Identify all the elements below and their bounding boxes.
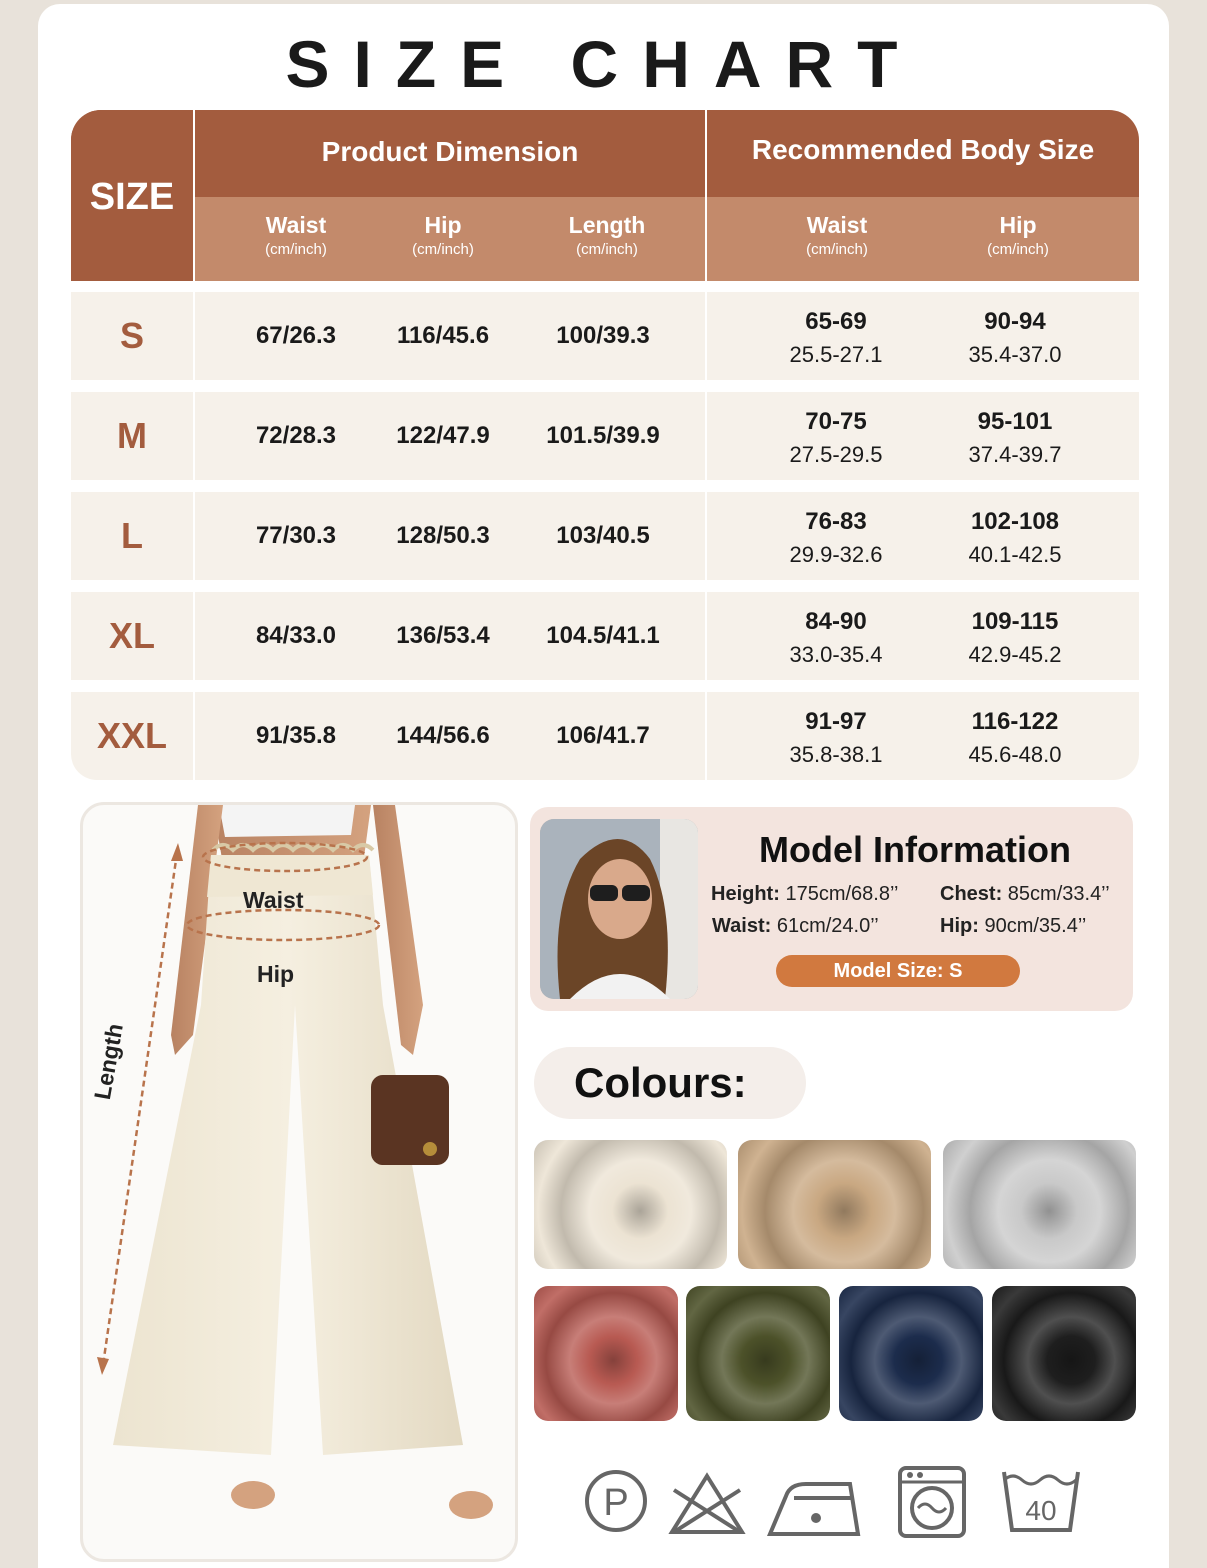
no-bleach-icon [666, 1470, 748, 1541]
page-title: SIZE CHART [285, 27, 922, 101]
row-product-hip: 116/45.6 [396, 322, 490, 349]
product-waist-header: Waist (cm/inch) [265, 212, 327, 258]
row-product-waist: 72/28.3 [255, 422, 337, 449]
hip-label: Hip [257, 961, 295, 987]
colour-swatch[interactable] [738, 1140, 931, 1269]
row-product-length: 100/39.3 [556, 322, 650, 349]
row-body-hip: 90-94 35.4-37.0 [968, 308, 1062, 367]
iron-low-icon [766, 1476, 864, 1543]
model-information-panel [530, 807, 1133, 1011]
table-row [71, 492, 1139, 580]
size-column-header: SIZE [89, 176, 175, 218]
row-body-waist: 91-97 35.8-38.1 [789, 708, 883, 767]
row-product-length: 106/41.7 [556, 722, 650, 749]
row-product-length: 101.5/39.9 [546, 422, 660, 449]
pants-diagram [80, 802, 518, 1562]
row-size: L [121, 515, 143, 556]
colour-swatch[interactable] [534, 1140, 727, 1269]
row-product-waist: 77/30.3 [255, 522, 337, 549]
colours-heading: Colours: [534, 1047, 806, 1119]
row-body-hip: 95-101 37.4-39.7 [968, 408, 1062, 467]
row-body-waist: 70-75 27.5-29.5 [789, 408, 883, 467]
product-hip-header: Hip (cm/inch) [412, 212, 474, 258]
product-dimension-header: Product Dimension [321, 136, 579, 167]
table-row [71, 392, 1139, 480]
row-body-hip: 116-122 45.6-48.0 [968, 708, 1062, 767]
product-length-header: Length (cm/inch) [568, 212, 646, 258]
table-row [71, 292, 1139, 380]
model-hip: Hip: 90cm/35.4’’ [940, 915, 1087, 937]
length-label: Length [89, 1021, 128, 1102]
model-photo [540, 819, 698, 999]
row-product-hip: 136/53.4 [396, 622, 490, 649]
row-product-waist: 91/35.8 [255, 722, 337, 749]
model-chest: Chest: 85cm/33.4’’ [940, 883, 1110, 905]
row-size: S [119, 315, 144, 356]
dry-clean-p-icon [583, 1468, 649, 1539]
colour-swatch[interactable] [992, 1286, 1136, 1421]
row-body-waist: 84-90 33.0-35.4 [789, 608, 883, 667]
colour-swatch[interactable] [839, 1286, 983, 1421]
colour-swatch[interactable] [943, 1140, 1136, 1269]
row-size: XXL [96, 715, 167, 756]
table-row [71, 592, 1139, 680]
svg-text:P: P [603, 1482, 629, 1524]
colour-swatch[interactable] [686, 1286, 830, 1421]
row-body-waist: 65-69 25.5-27.1 [789, 308, 883, 367]
machine-wash-icon [896, 1464, 968, 1545]
row-body-hip: 109-115 42.9-45.2 [968, 608, 1062, 667]
row-product-hip: 122/47.9 [396, 422, 490, 449]
row-body-hip: 102-108 40.1-42.5 [968, 508, 1062, 567]
row-product-length: 103/40.5 [556, 522, 650, 549]
row-product-waist: 67/26.3 [255, 322, 337, 349]
body-hip-header: Hip (cm/inch) [987, 212, 1049, 258]
row-size: M [117, 415, 147, 456]
row-product-length: 104.5/41.1 [546, 622, 660, 649]
table-row [71, 692, 1139, 780]
table-header [71, 110, 1139, 281]
wash-40-icon [998, 1464, 1084, 1541]
row-product-hip: 144/56.6 [396, 722, 490, 749]
model-information-title: Model Information [759, 829, 1071, 870]
row-body-waist: 76-83 29.9-32.6 [789, 508, 883, 567]
pants-illustration [83, 805, 515, 1559]
waist-label: Waist [243, 887, 304, 913]
row-size: XL [108, 615, 155, 656]
body-waist-header: Waist (cm/inch) [806, 212, 868, 258]
row-product-hip: 128/50.3 [396, 522, 490, 549]
model-height: Height: 175cm/68.8’’ [711, 883, 899, 905]
svg-text:40: 40 [1025, 1495, 1057, 1526]
colour-swatch[interactable] [534, 1286, 678, 1421]
size-table [71, 110, 1139, 780]
row-product-waist: 84/33.0 [255, 622, 337, 649]
model-waist: Waist: 61cm/24.0’’ [712, 915, 879, 937]
recommended-body-size-header: Recommended Body Size [751, 134, 1095, 165]
model-size-badge: Model Size: S [776, 955, 1020, 987]
